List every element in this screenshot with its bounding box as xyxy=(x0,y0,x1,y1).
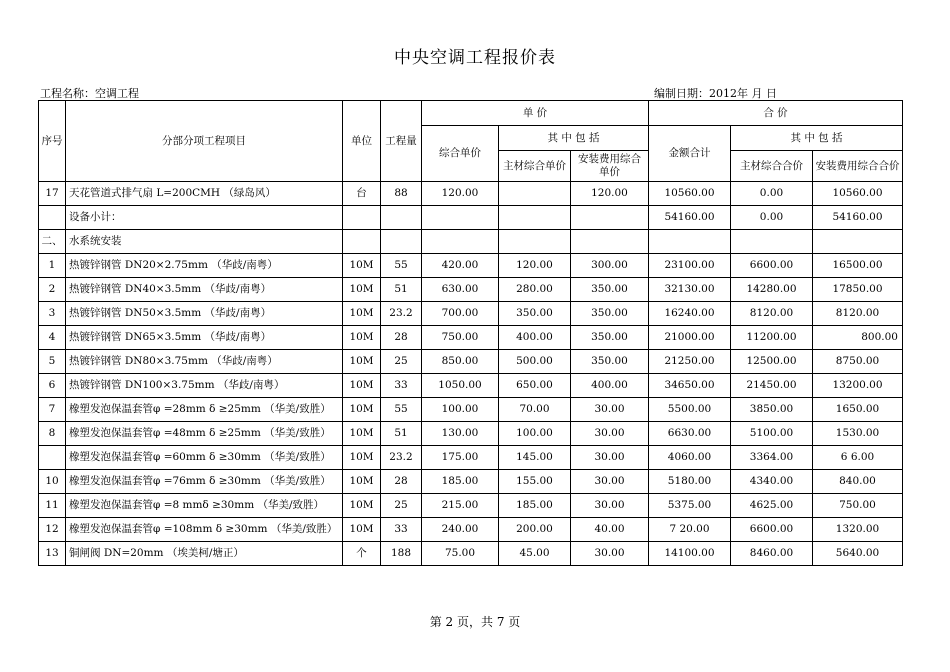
header-main-total: 主材综合合价 xyxy=(731,151,813,182)
cell-main-unit-price: 100.00 xyxy=(499,422,571,446)
cell-amount-total: 5500.00 xyxy=(649,398,731,422)
cell-unit-price: 850.00 xyxy=(422,350,499,374)
cell-amount-total: 6630.00 xyxy=(649,422,731,446)
cell-main-total: 0.00 xyxy=(731,206,813,230)
cell-install-unit-price xyxy=(571,206,649,230)
cell-main-total: 5100.00 xyxy=(731,422,813,446)
cell-unit-price: 215.00 xyxy=(422,494,499,518)
cell-unit-price: 750.00 xyxy=(422,326,499,350)
cell-install-unit-price: 30.00 xyxy=(571,422,649,446)
cell-amount-total xyxy=(649,230,731,254)
cell-install-total: 8750.00 xyxy=(813,350,903,374)
cell-item: 橡塑发泡保温套管φ =76mm δ ≥30mm （华美/致胜） xyxy=(66,470,343,494)
cell-amount-total: 10560.00 xyxy=(649,182,731,206)
header-of-which-1: 其 中 包 括 xyxy=(499,126,649,151)
cell-main-unit-price: 185.00 xyxy=(499,494,571,518)
cell-main-unit-price: 155.00 xyxy=(499,470,571,494)
cell-amount-total: 21250.00 xyxy=(649,350,731,374)
cell-no: 4 xyxy=(39,326,66,350)
cell-install-unit-price: 300.00 xyxy=(571,254,649,278)
cell-install-unit-price: 350.00 xyxy=(571,326,649,350)
table-row xyxy=(39,494,903,518)
cell-unit-price: 1050.00 xyxy=(422,374,499,398)
cell-install-unit-price: 30.00 xyxy=(571,446,649,470)
cell-qty: 51 xyxy=(381,278,422,302)
cell-main-total: 8460.00 xyxy=(731,542,813,566)
cell-qty: 25 xyxy=(381,350,422,374)
cell-qty: 23.2 xyxy=(381,302,422,326)
cell-install-total: 6 6.00 xyxy=(813,446,903,470)
table-row xyxy=(39,254,903,278)
table-row xyxy=(39,374,903,398)
cell-main-unit-price xyxy=(499,230,571,254)
cell-unit-price xyxy=(422,230,499,254)
cell-unit: 10M xyxy=(343,422,381,446)
cell-unit-price: 630.00 xyxy=(422,278,499,302)
cell-unit: 10M xyxy=(343,374,381,398)
cell-unit: 10M xyxy=(343,494,381,518)
cell-main-total: 6600.00 xyxy=(731,518,813,542)
header-total-group: 合 价 xyxy=(649,101,903,126)
cell-install-total: 10560.00 xyxy=(813,182,903,206)
table-row xyxy=(39,422,903,446)
cell-main-unit-price xyxy=(499,206,571,230)
cell-main-unit-price: 145.00 xyxy=(499,446,571,470)
cell-unit-price: 185.00 xyxy=(422,470,499,494)
cell-unit xyxy=(343,206,381,230)
cell-install-unit-price xyxy=(571,230,649,254)
cell-main-total: 3850.00 xyxy=(731,398,813,422)
cell-install-total: 13200.00 xyxy=(813,374,903,398)
cell-main-total: 14280.00 xyxy=(731,278,813,302)
cell-item: 热镀锌钢管 DN20×2.75mm （华歧/南粤） xyxy=(66,254,343,278)
cell-item: 橡塑发泡保温套管φ =48mm δ ≥25mm （华美/致胜） xyxy=(66,422,343,446)
table-row xyxy=(39,326,903,350)
cell-install-unit-price: 30.00 xyxy=(571,494,649,518)
cell-item: 橡塑发泡保温套管φ =28mm δ ≥25mm （华美/致胜） xyxy=(66,398,343,422)
cell-no: 13 xyxy=(39,542,66,566)
cell-item: 热镀锌钢管 DN65×3.5mm （华歧/南粤） xyxy=(66,326,343,350)
table-row xyxy=(39,470,903,494)
cell-qty: 33 xyxy=(381,518,422,542)
header-combined-unit-price: 综合单价 xyxy=(422,126,499,182)
cell-main-unit-price: 650.00 xyxy=(499,374,571,398)
cell-install-total: 54160.00 xyxy=(813,206,903,230)
cell-main-total: 4340.00 xyxy=(731,470,813,494)
cell-qty: 28 xyxy=(381,470,422,494)
cell-install-unit-price: 30.00 xyxy=(571,398,649,422)
cell-install-total: 16500.00 xyxy=(813,254,903,278)
table-row xyxy=(39,542,903,566)
cell-unit: 10M xyxy=(343,398,381,422)
cell-unit-price: 240.00 xyxy=(422,518,499,542)
cell-main-total: 21450.00 xyxy=(731,374,813,398)
cell-qty: 51 xyxy=(381,422,422,446)
cell-install-unit-price: 40.00 xyxy=(571,518,649,542)
header-item: 分部分项工程项目 xyxy=(66,101,343,182)
cell-qty xyxy=(381,206,422,230)
cell-main-total: 8120.00 xyxy=(731,302,813,326)
cell-item: 热镀锌钢管 DN50×3.5mm （华歧/南粤） xyxy=(66,302,343,326)
cell-qty: 188 xyxy=(381,542,422,566)
cell-main-total: 0.00 xyxy=(731,182,813,206)
cell-unit: 10M xyxy=(343,518,381,542)
cell-item: 橡塑发泡保温套管φ =60mm δ ≥30mm （华美/致胜） xyxy=(66,446,343,470)
cell-no xyxy=(39,206,66,230)
cell-unit-price xyxy=(422,206,499,230)
table-row xyxy=(39,398,903,422)
cell-unit-price: 420.00 xyxy=(422,254,499,278)
cell-amount-total: 7 20.00 xyxy=(649,518,731,542)
cell-main-unit-price xyxy=(499,182,571,206)
cell-amount-total: 5180.00 xyxy=(649,470,731,494)
cell-install-unit-price: 350.00 xyxy=(571,350,649,374)
cell-main-total: 6600.00 xyxy=(731,254,813,278)
cell-install-total: 1320.00 xyxy=(813,518,903,542)
cell-main-unit-price: 70.00 xyxy=(499,398,571,422)
table-row xyxy=(39,206,903,230)
cell-amount-total: 21000.00 xyxy=(649,326,731,350)
header-main-unit-price: 主材综合单价 xyxy=(499,151,571,182)
cell-main-total: 3364.00 xyxy=(731,446,813,470)
cell-unit xyxy=(343,230,381,254)
cell-unit: 10M xyxy=(343,302,381,326)
cell-install-unit-price: 350.00 xyxy=(571,278,649,302)
project-name: 工程名称：空调工程 xyxy=(40,87,139,100)
cell-unit: 10M xyxy=(343,470,381,494)
cell-unit: 个 xyxy=(343,542,381,566)
cell-main-total xyxy=(731,230,813,254)
cell-no: 8 xyxy=(39,422,66,446)
cell-unit: 10M xyxy=(343,350,381,374)
cell-unit-price: 130.00 xyxy=(422,422,499,446)
cell-item: 热镀锌钢管 DN40×3.5mm （华歧/南粤） xyxy=(66,278,343,302)
cell-install-total: 8120.00 xyxy=(813,302,903,326)
cell-unit: 10M xyxy=(343,254,381,278)
cell-no: 6 xyxy=(39,374,66,398)
cell-qty: 88 xyxy=(381,182,422,206)
header-unit: 单位 xyxy=(343,101,381,182)
cell-unit: 台 xyxy=(343,182,381,206)
cell-item: 铜闸阀 DN=20mm （埃美柯/塘正） xyxy=(66,542,343,566)
table-row xyxy=(39,182,903,206)
cell-install-total: 750.00 xyxy=(813,494,903,518)
cell-main-unit-price: 120.00 xyxy=(499,254,571,278)
cell-item: 热镀锌钢管 DN80×3.75mm （华歧/南粤） xyxy=(66,350,343,374)
header-seq: 序号 xyxy=(39,101,66,182)
cell-no: 5 xyxy=(39,350,66,374)
cell-qty: 55 xyxy=(381,398,422,422)
page-footer: 第 2 页，共 7 页 xyxy=(429,615,521,629)
cell-amount-total: 4060.00 xyxy=(649,446,731,470)
cell-no: 12 xyxy=(39,518,66,542)
cell-main-unit-price: 45.00 xyxy=(499,542,571,566)
quotation-table xyxy=(38,100,903,566)
cell-unit-price: 175.00 xyxy=(422,446,499,470)
cell-no: 17 xyxy=(39,182,66,206)
cell-amount-total: 16240.00 xyxy=(649,302,731,326)
cell-main-unit-price: 280.00 xyxy=(499,278,571,302)
cell-item: 水系统安装 xyxy=(66,230,343,254)
cell-install-unit-price: 350.00 xyxy=(571,302,649,326)
cell-unit-price: 100.00 xyxy=(422,398,499,422)
cell-unit: 10M xyxy=(343,278,381,302)
cell-unit-price: 75.00 xyxy=(422,542,499,566)
page-title: 中央空调工程报价表 xyxy=(394,48,556,68)
cell-main-total: 4625.00 xyxy=(731,494,813,518)
cell-install-unit-price: 400.00 xyxy=(571,374,649,398)
cell-main-total: 11200.00 xyxy=(731,326,813,350)
cell-install-total: 5640.00 xyxy=(813,542,903,566)
cell-no: 11 xyxy=(39,494,66,518)
table-row xyxy=(39,278,903,302)
cell-install-total: 840.00 xyxy=(813,470,903,494)
cell-install-unit-price: 30.00 xyxy=(571,470,649,494)
cell-main-unit-price: 350.00 xyxy=(499,302,571,326)
cell-unit: 10M xyxy=(343,446,381,470)
cell-amount-total: 34650.00 xyxy=(649,374,731,398)
cell-main-unit-price: 400.00 xyxy=(499,326,571,350)
cell-no: 二、 xyxy=(39,230,66,254)
cell-qty xyxy=(381,230,422,254)
cell-main-unit-price: 500.00 xyxy=(499,350,571,374)
header-install-unit-price: 安装费用综合单价 xyxy=(571,151,649,182)
cell-no: 7 xyxy=(39,398,66,422)
cell-item: 橡塑发泡保温套管φ =108mm δ ≥30mm （华美/致胜） xyxy=(66,518,343,542)
table-row xyxy=(39,446,903,470)
cell-qty: 33 xyxy=(381,374,422,398)
cell-unit: 10M xyxy=(343,326,381,350)
cell-main-unit-price: 200.00 xyxy=(499,518,571,542)
cell-install-total: 17850.00 xyxy=(813,278,903,302)
cell-no: 1 xyxy=(39,254,66,278)
cell-no: 2 xyxy=(39,278,66,302)
cell-amount-total: 14100.00 xyxy=(649,542,731,566)
table-row xyxy=(39,302,903,326)
cell-qty: 28 xyxy=(381,326,422,350)
cell-unit-price: 700.00 xyxy=(422,302,499,326)
compile-date: 编制日期：2012年 月 日 xyxy=(654,87,777,100)
cell-item: 天花管道式排气扇 L=200CMH （绿岛风） xyxy=(66,182,343,206)
cell-install-total: 800.00 xyxy=(813,326,903,350)
cell-no: 3 xyxy=(39,302,66,326)
cell-qty: 23.2 xyxy=(381,446,422,470)
cell-install-unit-price: 30.00 xyxy=(571,542,649,566)
cell-install-total: 1530.00 xyxy=(813,422,903,446)
cell-amount-total: 54160.00 xyxy=(649,206,731,230)
cell-unit-price: 120.00 xyxy=(422,182,499,206)
cell-item: 橡塑发泡保温套管φ =8 mmδ ≥30mm （华美/致胜） xyxy=(66,494,343,518)
cell-no: 10 xyxy=(39,470,66,494)
cell-amount-total: 23100.00 xyxy=(649,254,731,278)
cell-item: 热镀锌钢管 DN100×3.75mm （华歧/南粤） xyxy=(66,374,343,398)
cell-install-total xyxy=(813,230,903,254)
cell-item: 设备小计： xyxy=(66,206,343,230)
table-row xyxy=(39,518,903,542)
header-unit-price-group: 单 价 xyxy=(422,101,649,126)
table-row xyxy=(39,230,903,254)
table-row xyxy=(39,350,903,374)
cell-amount-total: 5375.00 xyxy=(649,494,731,518)
header-install-total: 安装费用综合合价 xyxy=(813,151,903,182)
cell-install-unit-price: 120.00 xyxy=(571,182,649,206)
cell-install-total: 1650.00 xyxy=(813,398,903,422)
cell-no xyxy=(39,446,66,470)
cell-qty: 25 xyxy=(381,494,422,518)
cell-main-total: 12500.00 xyxy=(731,350,813,374)
header-amount-total: 金额合计 xyxy=(649,126,731,182)
cell-qty: 55 xyxy=(381,254,422,278)
cell-amount-total: 32130.00 xyxy=(649,278,731,302)
header-row-1 xyxy=(39,101,903,126)
header-qty: 工程量 xyxy=(381,101,422,182)
header-of-which-2: 其 中 包 括 xyxy=(731,126,903,151)
